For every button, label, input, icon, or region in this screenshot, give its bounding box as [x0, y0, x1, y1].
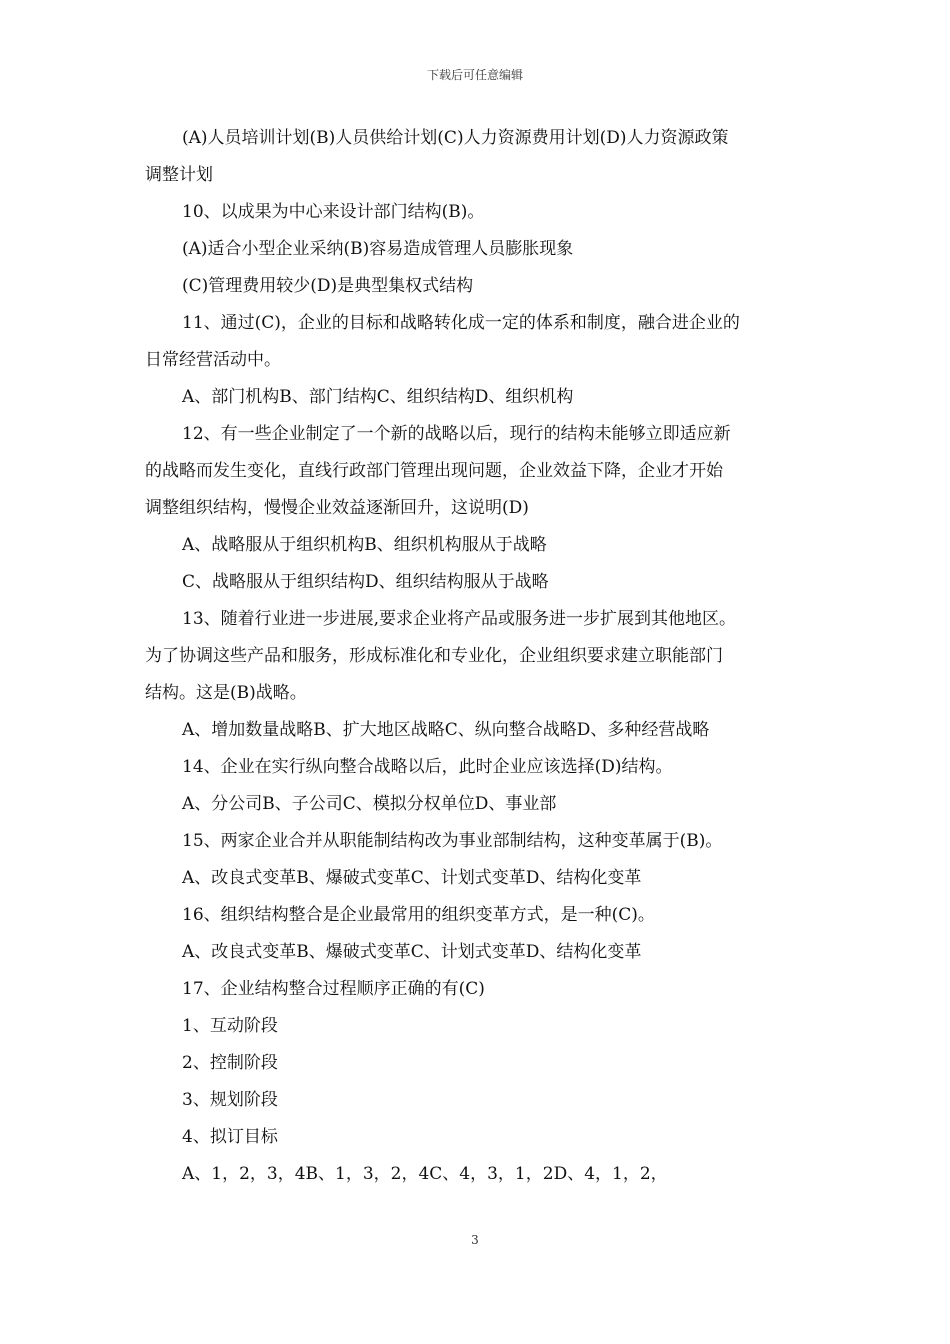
- options-line: A、1，2，3，4B、1，3，2，4C、4，3，1，2D、4，1，2，: [182, 1164, 668, 1184]
- text-line: 调整组织结构，慢慢企业效益逐渐回升，这说明(D): [145, 498, 529, 518]
- options-line: (C)管理费用较少(D)是典型集权式结构: [182, 276, 474, 296]
- list-item: 1、互动阶段: [182, 1016, 278, 1036]
- page-header: 下载后可任意编辑: [426, 68, 523, 82]
- text-line: 日常经营活动中。: [145, 350, 281, 370]
- question-17: 17、企业结构整合过程顺序正确的有(C): [182, 979, 485, 999]
- options-line: A、部门机构B、部门结构C、组织结构D、组织机构: [182, 387, 574, 407]
- question-14: 14、企业在实行纵向整合战略以后，此时企业应该选择(D)结构。: [182, 757, 673, 777]
- options-line: A、改良式变革B、爆破式变革C、计划式变革D、结构化变革: [182, 942, 642, 962]
- text-line: 为了协调这些产品和服务，形成标准化和专业化，企业组织要求建立职能部门: [145, 646, 723, 666]
- text-line: (A)人员培训计划(B)人员供给计划(C)人力资源费用计划(D)人力资源政策: [182, 128, 729, 148]
- document-body: [145, 120, 810, 1193]
- question-10: 10、以成果为中心来设计部门结构(B)。: [182, 202, 485, 222]
- question-16: 16、组织结构整合是企业最常用的组织变革方式，是一种(C)。: [182, 905, 655, 925]
- list-item: 3、规划阶段: [182, 1090, 278, 1110]
- text-line: 调整计划: [145, 165, 213, 185]
- list-item: 4、拟订目标: [182, 1127, 278, 1147]
- text-line: 结构。这是(B)战略。: [145, 683, 307, 703]
- options-line: A、改良式变革B、爆破式变革C、计划式变革D、结构化变革: [182, 868, 642, 888]
- options-line: (A)适合小型企业采纳(B)容易造成管理人员膨胀现象: [182, 239, 574, 259]
- options-line: C、战略服从于组织结构D、组织结构服从于战略: [182, 572, 549, 592]
- text-line: 的战略而发生变化，直线行政部门管理出现问题，企业效益下降，企业才开始: [145, 461, 723, 481]
- page-number: 3: [471, 1233, 479, 1247]
- question-12: 12、有一些企业制定了一个新的战略以后，现行的结构未能够立即适应新: [182, 424, 731, 444]
- options-line: A、战略服从于组织机构B、组织机构服从于战略: [182, 535, 547, 555]
- question-15: 15、两家企业合并从职能制结构改为事业部制结构，这种变革属于(B)。: [182, 831, 723, 851]
- options-line: A、增加数量战略B、扩大地区战略C、纵向整合战略D、多种经营战略: [182, 720, 710, 740]
- options-line: A、分公司B、子公司C、模拟分权单位D、事业部: [182, 794, 557, 814]
- question-13: 13、随着行业进一步进展,要求企业将产品或服务进一步扩展到其他地区。: [182, 609, 737, 629]
- list-item: 2、控制阶段: [182, 1053, 278, 1073]
- question-11: 11、通过(C)，企业的目标和战略转化成一定的体系和制度，融合进企业的: [182, 313, 740, 333]
